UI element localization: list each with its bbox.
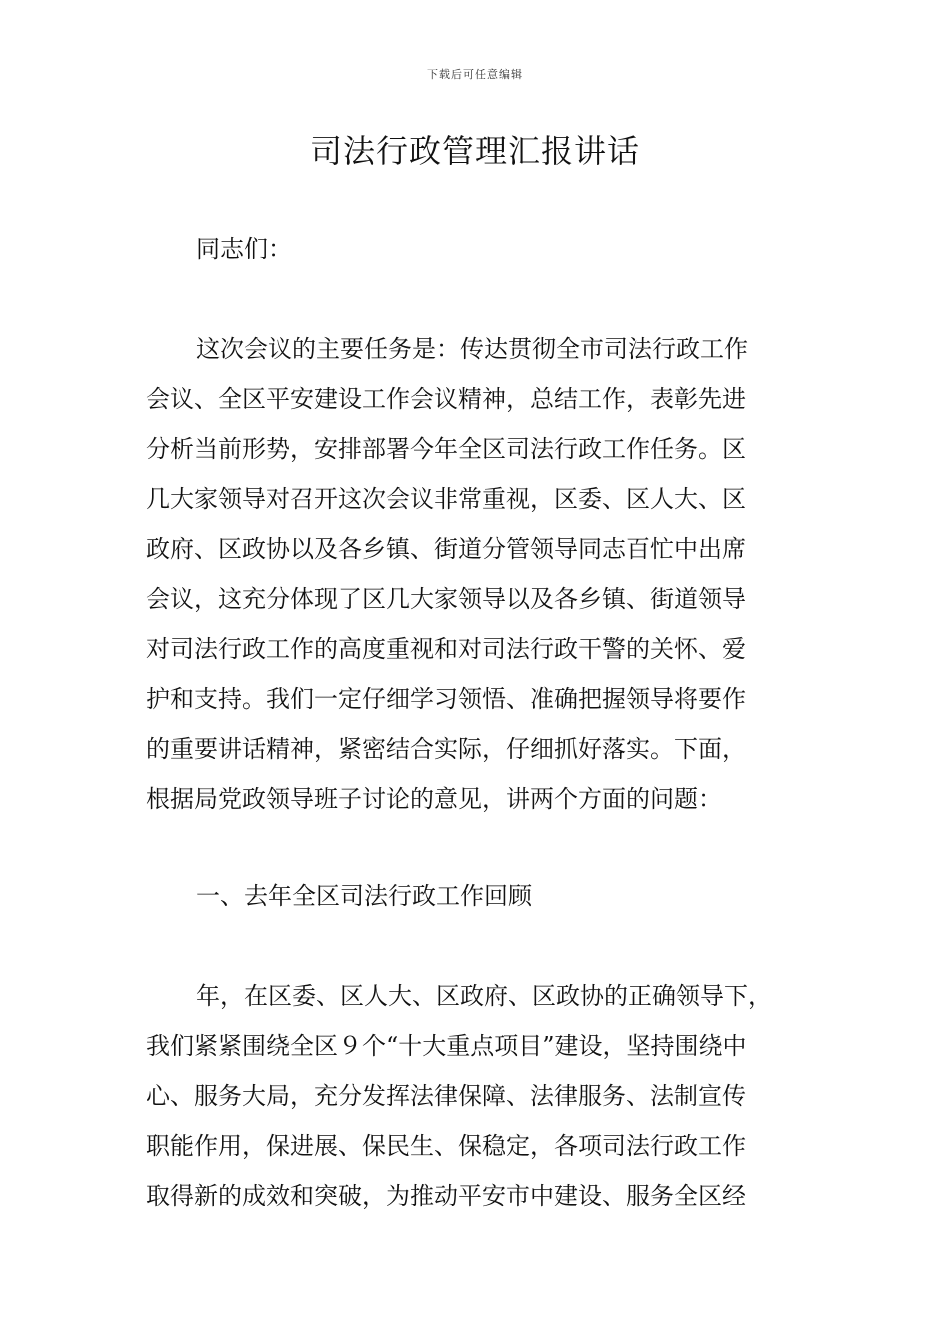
paragraph-line: 对司法行政工作的高度重视和对司法行政干警的关怀、爱 — [146, 635, 746, 663]
paragraph-line: 几大家领导对召开这次会议非常重视，区委、区人大、区 — [146, 485, 746, 513]
paragraph-line: 的重要讲话精神，紧密结合实际，仔细抓好落实。下面， — [146, 735, 746, 763]
paragraph-line: 取得新的成效和突破，为推动平安市中建设、服务全区经 — [146, 1182, 746, 1210]
paragraph-line: 根据局党政领导班子讨论的意见，讲两个方面的问题： — [146, 785, 722, 813]
paragraph-line: 职能作用，保进展、保民生、保稳定，各项司法行政工作 — [146, 1132, 746, 1160]
paragraph-line: 这次会议的主要任务是：传达贯彻全市司法行政工作 — [196, 335, 748, 363]
document-title: 司法行政管理汇报讲话 — [309, 132, 640, 170]
header-note: 下载后可任意编辑 — [427, 68, 523, 81]
paragraph-line: 护和支持。我们一定仔细学习领悟、准确把握领导将要作 — [146, 685, 746, 713]
salutation: 同志们： — [196, 235, 292, 263]
paragraph-line: 心、服务大局，充分发挥法律保障、法律服务、法制宣传 — [146, 1082, 746, 1110]
paragraph-line: 会议、全区平安建设工作会议精神，总结工作，表彰先进 — [146, 385, 746, 413]
paragraph-intro — [146, 324, 816, 824]
paragraph-line: 我们紧紧围绕全区９个“十大重点项目”建设，坚持围绕中 — [146, 1032, 747, 1060]
section-heading: 一、去年全区司法行政工作回顾 — [196, 882, 532, 910]
paragraph-line: 会议，这充分体现了区几大家领导以及各乡镇、街道领导 — [146, 585, 746, 613]
paragraph-line: 年，在区委、区人大、区政府、区政协的正确领导下， — [196, 982, 772, 1010]
paragraph-line: 分析当前形势，安排部署今年全区司法行政工作任务。区 — [146, 435, 746, 463]
paragraph-line: 政府、区政协以及各乡镇、街道分管领导同志百忙中出席 — [146, 535, 746, 563]
paragraph-review — [146, 971, 816, 1221]
